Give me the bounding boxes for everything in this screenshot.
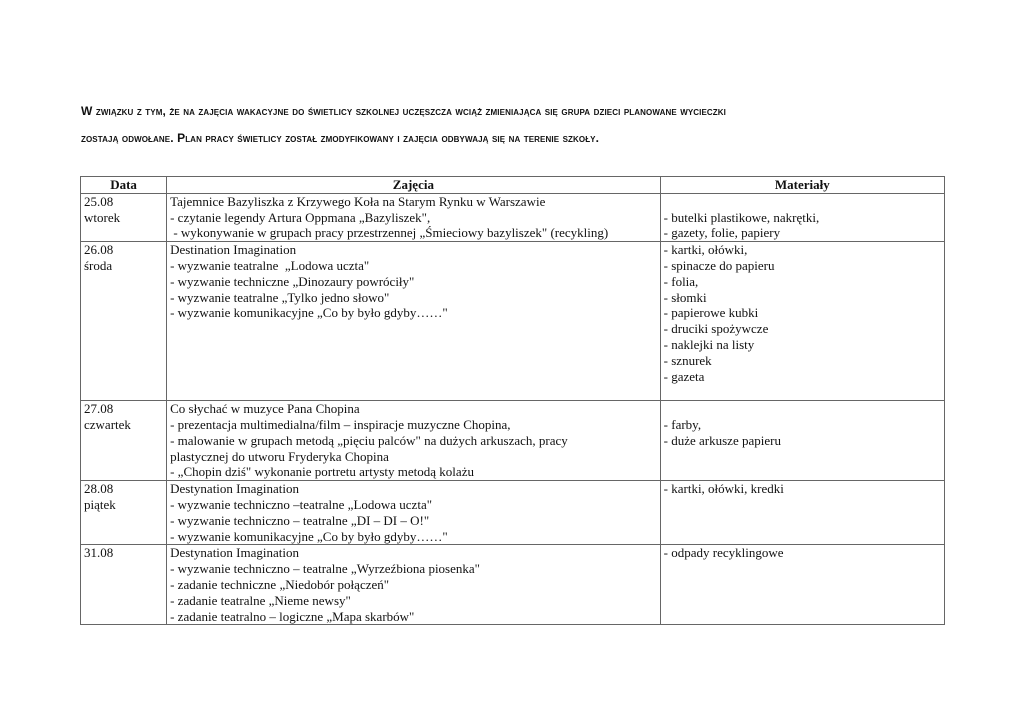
- date-line: 27.08: [84, 401, 114, 417]
- materials-line: [664, 449, 941, 465]
- intro-line-2: zostają odwołane. Plan pracy świetlicy został zmodyfikowany i zajęcia odbywają się na terenie szkoły.: [81, 131, 600, 145]
- table-header-row: [81, 177, 945, 194]
- activities-line: - prezentacja multimedialna/film – inspiracje muzyczne Chopina,: [170, 416, 511, 432]
- materials-cell: [660, 545, 944, 625]
- materials-line: - folia,: [663, 273, 699, 289]
- activities-line: - wyzwanie teatralne „Lodowa uczta": [170, 257, 370, 273]
- activities-cell: [167, 193, 661, 241]
- table-row: [81, 401, 945, 481]
- activities-line: Destynation Imagination: [170, 481, 299, 497]
- table-row: [81, 481, 945, 545]
- materials-line: - kartki, ołówki,: [663, 242, 748, 258]
- activities-line: - wyzwanie techniczne „Dinozaury powróciły": [170, 273, 415, 289]
- date-cell: [81, 481, 167, 545]
- activities-line: - zadanie teatralne „Nieme newsy": [170, 592, 351, 608]
- date-line: 31.08: [84, 545, 114, 561]
- materials-line: [664, 464, 941, 480]
- materials-line: - duże arkusze papieru: [663, 432, 781, 448]
- date-line: wtorek: [84, 209, 121, 225]
- activities-line: Destynation Imagination: [170, 545, 299, 561]
- activities-line: [170, 369, 657, 385]
- materials-line: - gazety, folie, papiery: [663, 225, 781, 241]
- activities-cell: [167, 545, 661, 625]
- activities-line: - wyzwanie techniczno –teatralne „Lodowa uczta": [170, 496, 433, 512]
- date-line: środa: [84, 257, 113, 273]
- materials-line: [664, 194, 941, 210]
- activities-line: Destination Imagination: [170, 242, 297, 258]
- materials-line: - gazeta: [663, 368, 705, 384]
- materials-line: - odpady recyklingowe: [663, 545, 784, 561]
- activities-line: - malowanie w grupach metodą „pięciu palców" na dużych arkuszach, pracy: [170, 432, 568, 448]
- activities-line: - zadanie techniczne „Niedobór połączeń": [170, 576, 390, 592]
- date-line: 28.08: [84, 481, 114, 497]
- table-body: [81, 193, 945, 625]
- header-materials: Materiały: [660, 177, 944, 194]
- date-cell: [81, 545, 167, 625]
- activities-line: Co słychać w muzyce Pana Chopina: [170, 401, 360, 417]
- header-activities: Zajęcia: [167, 177, 661, 194]
- activities-line: - „Chopin dziś" wykonanie portretu artysty metodą kolażu: [170, 464, 474, 480]
- date-cell: [81, 401, 167, 481]
- materials-line: [664, 401, 941, 417]
- activities-line: [170, 337, 657, 353]
- materials-line: - naklejki na listy: [663, 336, 755, 352]
- activities-cell: [167, 401, 661, 481]
- materials-cell: [660, 401, 944, 481]
- activities-line: Tajemnice Bazyliszka z Krzywego Koła na Starym Rynku w Warszawie: [170, 193, 546, 209]
- activity-plan-table: [80, 176, 945, 625]
- materials-cell: [660, 193, 944, 241]
- activities-line: - wyzwanie teatralne „Tylko jedno słowo": [170, 289, 390, 305]
- materials-line: [664, 561, 941, 577]
- materials-line: - sznurek: [663, 352, 712, 368]
- materials-line: [664, 513, 941, 529]
- activities-line: - czytanie legendy Artura Oppmana „Bazyliszek",: [170, 209, 431, 225]
- table-row: [81, 545, 945, 625]
- materials-line: [664, 577, 941, 593]
- materials-line: - farby,: [663, 416, 702, 432]
- activities-line: plastycznej do utworu Fryderyka Chopina: [170, 448, 389, 464]
- materials-line: [664, 593, 941, 609]
- materials-line: - butelki plastikowe, nakrętki,: [663, 209, 820, 225]
- activities-line: - wyzwanie techniczno – teatralne „Wyrzeźbiona piosenka": [170, 561, 480, 577]
- materials-cell: [660, 242, 944, 401]
- intro-line-1: W związku z tym, że na zajęcia wakacyjne do świetlicy szkolnej uczęszcza wciąż zmieniająca się grupa dzieci planowane wycieczki: [81, 104, 726, 118]
- activities-line: - wyzwanie techniczno – teatralne „DI – DI – O!": [170, 512, 430, 528]
- activities-line: - zadanie teatralno – logiczne „Mapa skarbów": [170, 608, 415, 624]
- header-date: Data: [81, 177, 167, 194]
- materials-line: [664, 384, 941, 400]
- activities-line: [170, 384, 657, 400]
- materials-line: - papierowe kubki: [663, 305, 759, 321]
- materials-line: - kartki, ołówki, kredki: [663, 481, 784, 497]
- activities-line: - wyzwanie komunikacyjne „Co by było gdyby……": [170, 528, 448, 544]
- table-row: [81, 242, 945, 401]
- table-row: [81, 193, 945, 241]
- date-line: 25.08: [84, 193, 114, 209]
- activities-line: - wykonywanie w grupach pracy przestrzennej „Śmieciowy bazyliszek" (recykling): [170, 225, 609, 241]
- date-cell: [81, 193, 167, 241]
- materials-line: - druciki spożywcze: [663, 321, 769, 337]
- activities-line: [170, 353, 657, 369]
- activities-line: [170, 321, 657, 337]
- materials-line: [664, 497, 941, 513]
- materials-line: - słomki: [663, 289, 707, 305]
- date-line: czwartek: [84, 416, 131, 432]
- date-line: 26.08: [84, 242, 114, 258]
- date-cell: [81, 242, 167, 401]
- intro-paragraph: [81, 98, 951, 152]
- materials-line: - spinacze do papieru: [663, 257, 775, 273]
- materials-cell: [660, 481, 944, 545]
- materials-line: [664, 529, 941, 545]
- activities-line: - wyzwanie komunikacyjne „Co by było gdyby……": [170, 305, 448, 321]
- activities-cell: [167, 242, 661, 401]
- date-line: piątek: [84, 496, 116, 512]
- activities-cell: [167, 481, 661, 545]
- materials-line: [664, 609, 941, 625]
